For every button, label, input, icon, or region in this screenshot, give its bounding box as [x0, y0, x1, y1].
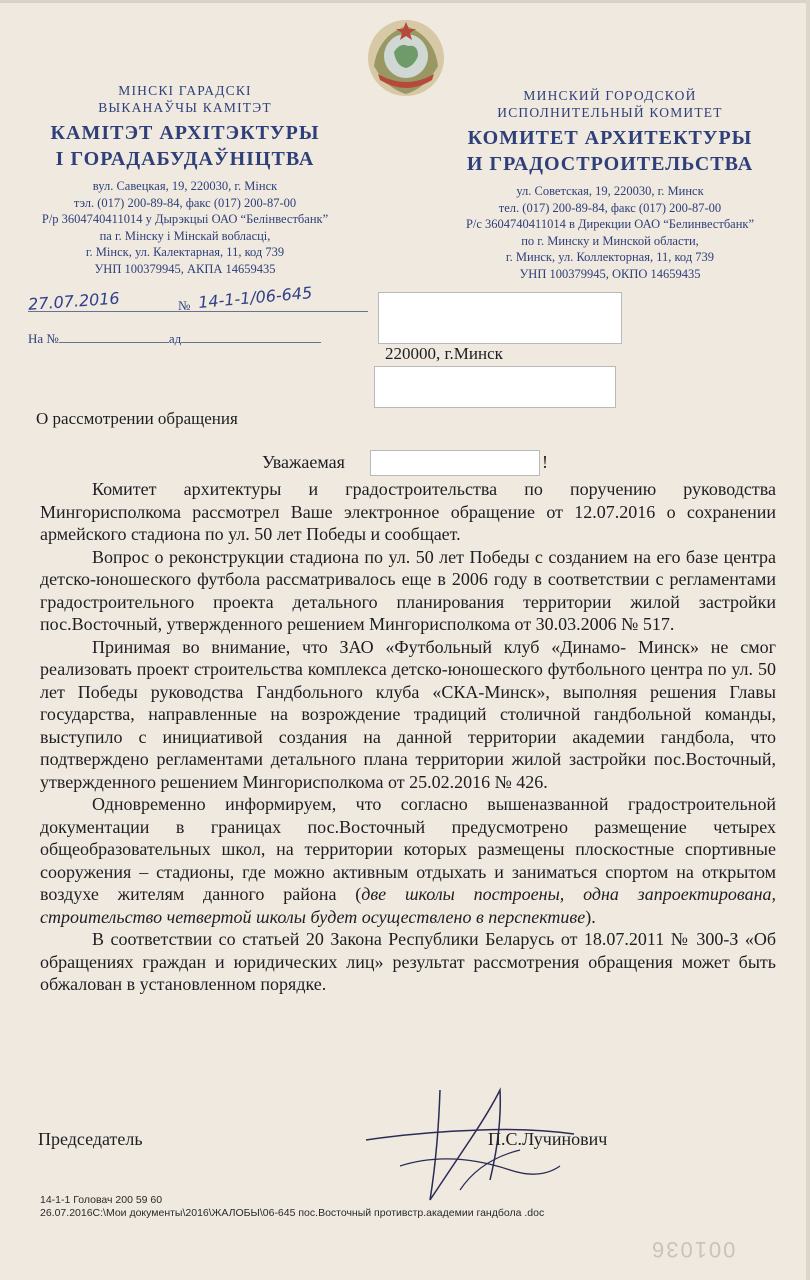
header-belarusian [20, 82, 350, 277]
reference-field [28, 330, 338, 347]
address-line: УНП 100379945, ОКПО 14659435 [519, 266, 701, 281]
address-line: Р/с 3604740411014 в Дирекции ОАО “Белинвестбанк” [465, 217, 755, 231]
signatory-name: П.С.Лучинович [488, 1129, 608, 1149]
address-line: Р/р 3604740411014 у Дырэкцыі ОАО “Белінвестбанк” [41, 212, 329, 226]
footer-filepath: 26.07.2016С:\Мои документы\2016\ЖАЛОБЫ\06-645 пос.Восточный противстр.академии гандбола .doc [40, 1207, 545, 1219]
paragraph: Принимая во внимание, что ЗАО «Футбольный клуб «Динамо- Минск» не смог реализовать проект строительства комплекса детско-юношеского футбольного центра по ул. 50 лет Победы руководства Гандбольного клуба «СКА-Минск», выполняя решения Главы государства, направленные на возрождение традиций столичной гандбольной команды, выступило с инициативой создания на данной территории академии гандбола, что подтверждено регламентами детального плана территории жилой застройки пос.Восточный, утвержденного решением Мингорисполкома от 25.02.2016 № 426. [40, 636, 776, 792]
registration-date: 27.07.2016 [27, 288, 121, 314]
org-line: МІНСКІ ГАРАДСКІ [118, 83, 252, 98]
address-line: по г. Минску и Минской области, [521, 233, 699, 248]
registration-underline [28, 311, 368, 312]
address-line: вул. Савецкая, 19, 220030, г. Мінск [92, 179, 278, 193]
footer-executor: 14-1-1 Головач 200 59 60 [40, 1194, 163, 1206]
org-line: ВЫКАНАЎЧЫ КАМІТЭТ [98, 100, 272, 115]
address-line: г. Минск, ул. Коллекторная, 11, код 739 [505, 250, 715, 264]
org-line: МИНСКИЙ ГОРОДСКОЙ [523, 88, 697, 103]
address-line: г. Мінск, ул. Калектарная, 11, код 739 [85, 245, 285, 259]
paragraph-text: Одновременно информируем, что согласно вышеназванной градостроительной документации в границах пос.Восточный предусмотрено размещение четырех общеобразовательных школ, на территории которых размещены плоскостные спортивные сооружения – стадионы, где можно активным отдыхать и заниматься спортом на открытом воздухе жителям данного района ( [40, 794, 776, 904]
scan-right-edge [806, 0, 810, 1280]
letter-body [40, 478, 776, 996]
dept-line: КОМИТЕТ АРХИТЕКТУРЫ [467, 127, 753, 149]
reference-label: На № [28, 331, 59, 346]
paragraph: Вопрос о реконструкции стадиона по ул. 50 лет Победы с созданием на его базе центра детско-юношеского футбола рассматривалось еще в 2006 году в соответствии с регламентами градостроительного проекта детального планирования территории жилой застройки пос.Восточный, утвержденного решением Мингорисполкома от 30.03.2006 № 517. [40, 546, 776, 634]
header-russian [430, 87, 790, 282]
paragraph [40, 793, 776, 928]
dept-line: КАМІТЭТ АРХІТЭКТУРЫ [50, 122, 320, 144]
ad-underline [181, 330, 321, 343]
redacted-addressee [370, 450, 540, 476]
registration-line [27, 283, 368, 316]
address-line: тел. (017) 200-89-84, факс (017) 200-87-00 [498, 200, 722, 215]
dept-line: І ГОРАДАБУДАЎНІЦТВА [55, 148, 315, 170]
reference-underline [59, 330, 169, 343]
org-line: ИСПОЛНИТЕЛЬНЫЙ КОМИТЕТ [497, 105, 723, 120]
ad-label: ад [168, 331, 182, 346]
address-line: УНП 100379945, АКПА 14659435 [94, 261, 276, 276]
number-sign: № [178, 298, 191, 313]
signatory-title: Председатель [38, 1129, 143, 1149]
paragraph: Комитет архитектуры и градостроительства по поручению руководства Мингорисполкома рассмотрел Ваше электронное обращение от 12.07.2016 о сохранении армейского стадиона по ул. 50 лет Победы и сообщает. [40, 479, 776, 544]
redacted-recipient-name [378, 292, 622, 344]
address-line: тэл. (017) 200-89-84, факс (017) 200-87-00 [73, 195, 297, 210]
paragraph: В соответствии со статьей 20 Закона Республики Беларусь от 18.07.2011 № 300-З «Об обращениях граждан и юридических лиц» результат рассмотрения обращения может быть обжалован в установленном порядке. [40, 929, 776, 994]
salutation-end: ! [542, 452, 548, 472]
address-line: па г. Мінску і Мінскай вобласці, [99, 228, 271, 243]
address-line: ул. Советская, 19, 220030, г. Минск [516, 184, 704, 198]
registration-stamp: 001036 [650, 1237, 736, 1262]
registration-number: 14-1-1/06-645 [197, 283, 313, 312]
scan-edge [0, 0, 810, 3]
footer-info [40, 1194, 544, 1220]
dept-line: И ГРАДОСТРОИТЕЛЬСТВА [466, 153, 754, 175]
paragraph-text-end: ). [585, 906, 596, 927]
redacted-recipient-address [374, 366, 616, 408]
salutation: Уважаемая [262, 452, 345, 472]
recipient-city: 220000, г.Минск [385, 344, 503, 363]
paragraph-italic-note: две школы построены, одна запроектирована, строительство четвертой школы будет осуществлено в перспективе [40, 884, 776, 927]
letter-subject: О рассмотрении обращения [36, 409, 238, 428]
